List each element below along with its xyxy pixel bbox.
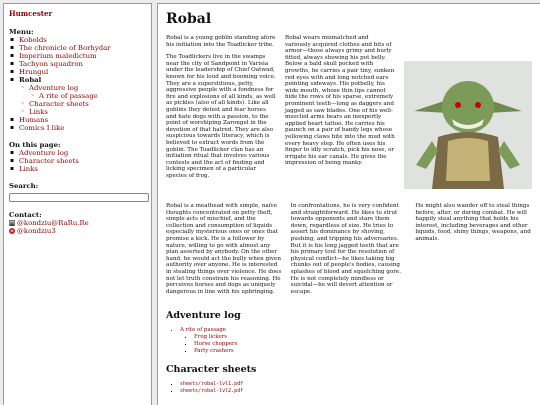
sidebar [3,3,152,405]
log-item-party-crashers[interactable]: Party crashers [194,348,234,355]
personality-column-3 [415,203,532,301]
bluesky-icon [9,228,15,234]
goblin-portrait [404,61,532,189]
menu-section [9,28,146,132]
log-item-horse-choppers[interactable]: Horse choppers [194,341,238,348]
menu-heading: Menu: [9,28,34,36]
menu-item-tachyon[interactable]: Tachyon squadron [19,60,83,68]
log-item-rite-of-passage[interactable]: A rite of passage [180,327,226,334]
adventure-log-heading: Adventure log [166,310,241,322]
personality-column-2 [291,203,408,301]
main-content [157,3,540,405]
menu-item-rite-of-passage[interactable]: A rite of passage [39,92,98,100]
contact-mastodon[interactable] [9,219,146,227]
contact-bluesky[interactable] [9,227,146,235]
adventure-log-list [166,327,532,355]
search-heading: Search: [9,182,39,190]
combat-paragraph: In confrontations, he is very confident and straightforward. He likes to strut towards opponents and stare them down, regardless of size. He tries to assert his dominance by shoving, pushing, and tripping his adversaries. But it is his long jagged teeth that are his primary tool for the resolution of physical conflict—he likes taking big chunks out of people's bodies, causing splashes of blood and squelching gore. He is not completely mindless or suicidal—he will devert attention or escape. [290,203,402,295]
on-page-character-sheets[interactable]: Character sheets [19,157,79,165]
contact-section [9,211,146,235]
menu-item-hrungul[interactable]: Hrungul [19,68,49,76]
stealing-paragraph: He might also wander off to steal things before, after, or during combat. He will happily steal anything that holds his interest, including beverages and other liquids, food, shiny things, weapons, and animals. [415,203,531,242]
contact-mastodon-link[interactable]: @kondziu@RaRu.Re [17,219,89,227]
on-page-links[interactable]: Links [19,165,38,173]
contact-heading: Contact: [9,211,42,219]
intro-row [166,35,532,189]
intro-paragraph: Robal is a young goblin standing afore his initiation into the Toadlicker tribe. [166,35,276,48]
intro-column-1 [166,35,277,189]
menu-item-chronicle[interactable]: The chronicle of Borhydar [19,44,111,52]
sheet-link[interactable]: sheets/robal-lvl2.pdf [180,388,244,395]
sheet-link[interactable]: sheets/robal-lvl1.pdf [180,381,244,388]
menu-list [9,36,146,132]
menu-item-humans[interactable]: Humans [19,116,49,124]
on-page-adventure-log[interactable]: Adventure log [19,149,69,157]
menu-item-imperium[interactable]: Imperium maledictum [19,52,97,60]
character-sheets-heading: Character sheets [166,364,257,376]
intro-paragraph: The Toadlickers live in the swamps near the city of Sandpoint in Varisia under the leadership of Chief Oatwad, known for his loud and booming voice. They are a superstitious, petty, aggressive people with a fondness for fire and explosions of all kinds, as well as pickles (also of all kinds). Like all goblins they detest and fear horses and hate dogs with a passion, to the point of worshiping Zarongel in the devotion of that hatred. They are also suspicious towards literacy, which is believed to extract words from the goblin. The Toadlicker clan has an initiation ritual that involves various contests and the act of finding and licking specimen of a particular species of frog. [166,54,276,179]
contact-bluesky-link[interactable]: @kondziu3 [17,227,56,235]
log-item-frog-lickers[interactable]: Frog lickers [194,334,227,341]
personality-row [166,203,532,301]
mastodon-icon [9,220,15,226]
personality-column-1 [166,203,283,301]
site-title-link[interactable]: Humcester [9,9,53,18]
appearance-paragraph: Robal wears mismatched and variously acquired clothes and bits of armor—those always grimy and burly fitted, always showing his pot belly. Below a bald skull pocked with growths, he carries a pair tiny, sunken red eyes with and long notched ears pointing sideways. His potbelly, his wide mouth, whose thin lips cannot hide the rows of his sparse, extremely prominent teeth—long as daggers and jagged as saw blades. One of his well-muscled arms bears an inexpertly applied heart tattoo. He carries his paunch on a pair of bandy legs whose yellowing claws bite into the mud with every heavy step. He often uses his finger to idly scratch, pick his nose, or irrigate his ear canals. He gives the impression of being manky. [285,35,395,167]
search-section [9,182,146,202]
menu-item-adventure-log[interactable]: Adventure log [29,84,79,92]
on-page-heading: On this page: [9,141,61,149]
menu-item-kobolds[interactable]: Kobolds [19,36,47,44]
personality-paragraph: Robal is a meathead with simple, naïve thoughts concentrated on petty theft, simple acts of mischief, and the collection and consumption of liquids especially mysterious ones or ones that promise a kick. He is a follower by nature, willing to go with almost any plan asserted by anybody. On the other hand, he would act the bully when given authority over anyone. He is interested in stealing things over violence. He does not let truth constrain his reasoning. He perceives horses and dogs as uniquely dangerous in line with his upbringing. [166,203,282,295]
intro-column-2 [285,35,396,189]
menu-item-comics[interactable]: Comics I like [19,124,65,132]
on-page-section [9,141,146,173]
menu-item-character-sheets[interactable]: Character sheets [29,100,89,108]
search-input[interactable] [9,193,149,202]
menu-item-robal-current: Robal [19,76,42,84]
character-sheets-list [166,381,532,395]
menu-item-links[interactable]: Links [29,108,48,116]
page-title: Robal [166,11,212,27]
portrait-column [404,35,532,189]
